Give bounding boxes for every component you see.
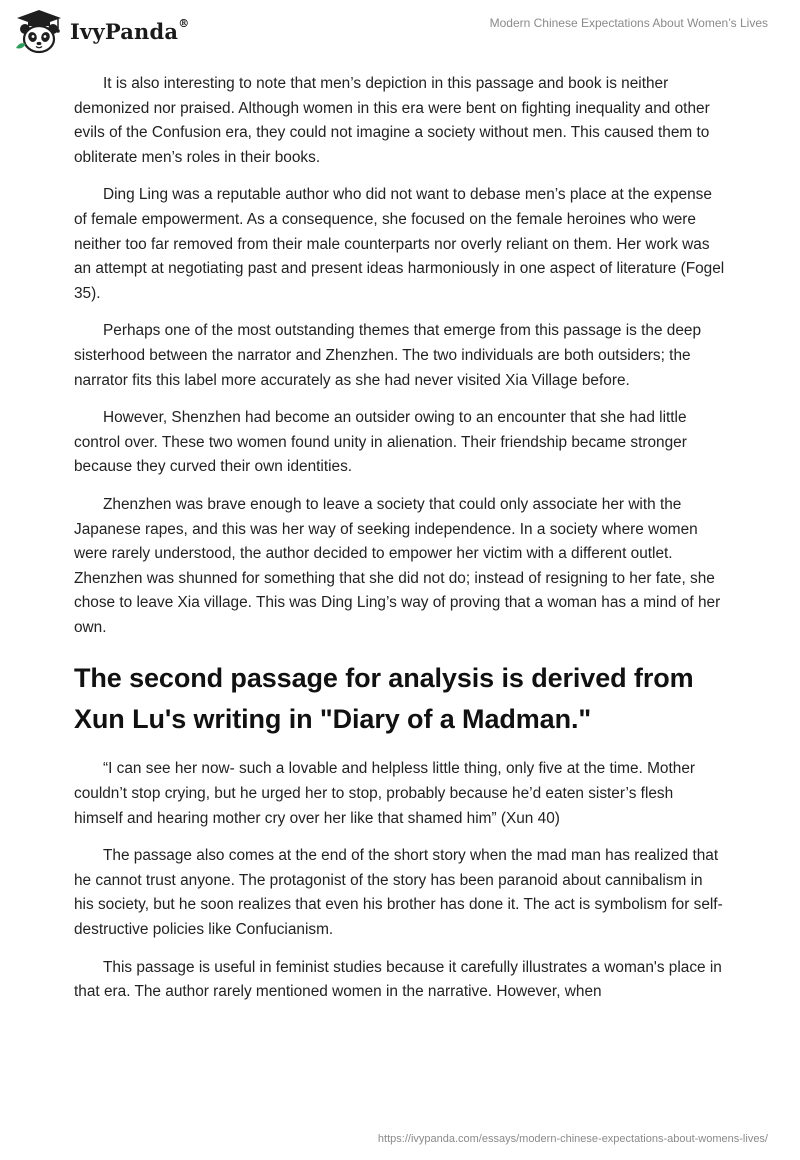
paragraph: Ding Ling was a reputable author who did not want to debase men’s place at the expense of female empowerment. As a consequence, she focused on the female heroines who were neither too far removed from their male counterparts nor overly reliant on them. Her work was an attempt at negotiating past and present ideas harmoniously in one aspect of literature (Fogel 35). bbox=[74, 186, 725, 302]
panda-graduate-icon bbox=[14, 8, 64, 54]
paragraph: It is also interesting to note that men’s depiction in this passage and book is neither demonized nor praised. Although women in this era were bent on fighting inequality and other evils of the Confusion era, they could not imagine a society without men. This caused them to obliterate men’s roles in their books. bbox=[74, 75, 710, 166]
source-url[interactable]: https://ivypanda.com/essays/modern-chinese-expectations-about-womens-lives/ bbox=[377, 1133, 768, 1145]
document-title: Modern Chinese Expectations About Women’s Lives bbox=[489, 16, 768, 30]
paragraph: The passage also comes at the end of the short story when the mad man has realized that he cannot trust anyone. The protagonist of the story has been paranoid about cannibalism in his society, but he soon realizes that even his brother has done it. The act is symbolism for self-destructive policies like Confucianism. bbox=[74, 847, 723, 939]
paragraph: “I can see her now- such a lovable and helpless little thing, only five at the time. Mother couldn’t stop crying, but he urged her to stop, probably because he’d eaten sister’s flesh himself and hearing mother cry over her like that shamed him” (Xun 40) bbox=[74, 760, 695, 827]
paragraph: Zhenzhen was brave enough to leave a society that could only associate her with the Japanese rapes, and this was her way of seeking independence. In a society where women were rarely understood, the author decided to empower her victim with a different outlet. Zhenzhen was shunned for something that she did not do; instead of resigning to her fate, she chose to leave Xia village. This was Ding Ling’s way of proving that a woman has a mind of her own. bbox=[74, 495, 721, 636]
page-header bbox=[0, 0, 800, 60]
essay-content bbox=[74, 72, 726, 1018]
brand-logo[interactable] bbox=[14, 8, 189, 54]
paragraph: This passage is useful in feminist studies because it carefully illustrates a woman's place in that era. The author rarely mentioned women in the narrative. However, when bbox=[74, 958, 722, 1001]
section-heading: The second passage for analysis is derived from Xun Lu's writing in "Diary of a Madman." bbox=[74, 663, 694, 735]
paragraph: However, Shenzhen had become an outsider owing to an encounter that she had little control over. These two women found unity in alienation. Their friendship became stronger because they curved their own identities. bbox=[74, 409, 687, 476]
brand-name: IvyPanda® bbox=[70, 16, 190, 44]
paragraph: Perhaps one of the most outstanding themes that emerge from this passage is the deep sisterhood between the narrator and Zhenzhen. The two individuals are both outsiders; the narrator fits this label more accurately as she had never visited Xia Village before. bbox=[74, 322, 702, 389]
